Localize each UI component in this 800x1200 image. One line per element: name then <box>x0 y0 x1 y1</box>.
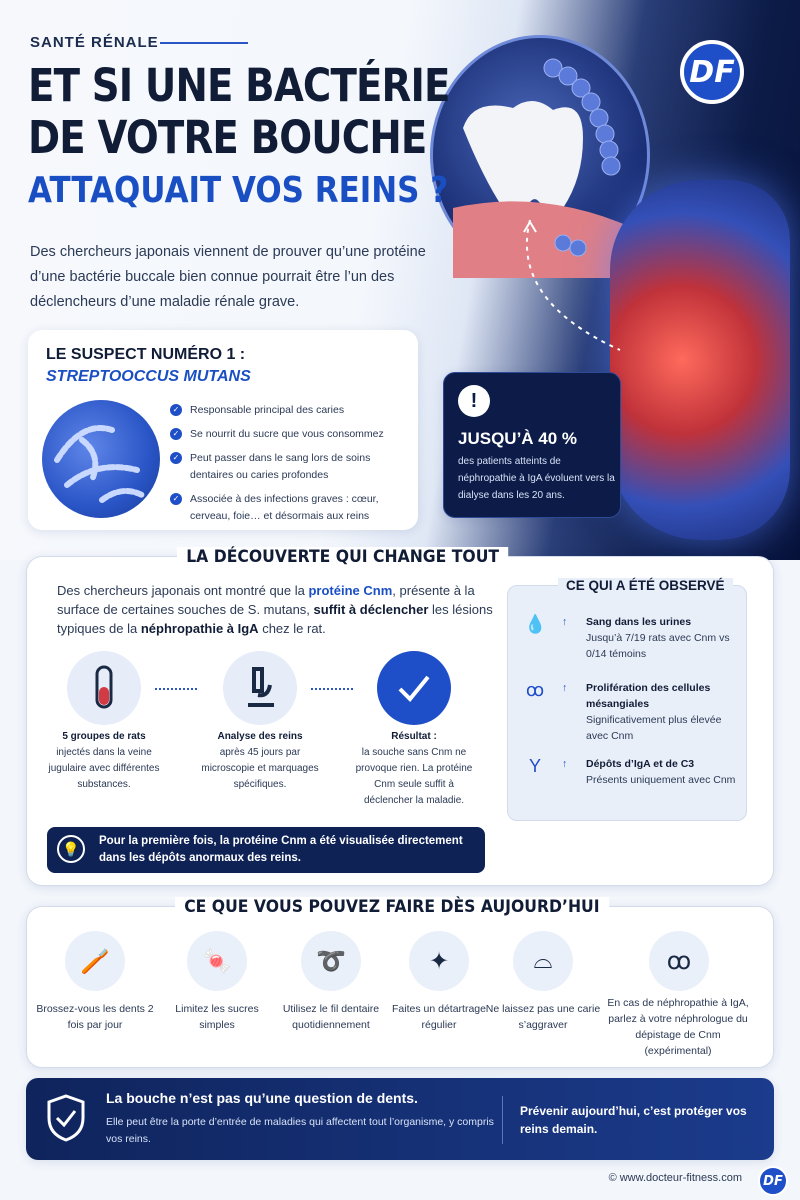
test-tube-icon <box>67 651 141 725</box>
list-item: ✓ Responsable principal des caries <box>170 402 405 419</box>
blood-drop-icon: 💧 <box>524 614 547 634</box>
hero <box>0 0 800 560</box>
step-connector <box>155 688 197 690</box>
banner-text: Elle peut être la porte d’entrée de maladies qui affectent tout l’organisme, y compris vos reins. <box>106 1116 494 1145</box>
candy-icon: 🍬 <box>187 931 247 991</box>
discovery-title: LA DÉCOUVERTE QUI CHANGE TOUT <box>177 547 508 567</box>
discovery-text: Des chercheurs japonais ont montré que la protéine Cnm, présente à la surface de certaines souches de S. mutans, suffit à déclencher les lésions typiques de la néphropathie à IgA chez le rat. <box>57 583 493 636</box>
suspect-name: STREPTOOCCUS MUTANS <box>46 368 251 385</box>
step-connector <box>311 688 353 690</box>
dotted-arrow <box>500 210 640 360</box>
check-icon: ✓ <box>170 452 182 464</box>
arrow-up-icon: ↑ <box>562 758 568 770</box>
step-2-text: Analyse des reins après 45 jours par microscopie et marquages spécifiques. <box>201 731 319 790</box>
stat-box <box>443 372 621 518</box>
shield-check-icon <box>46 1094 86 1142</box>
banner-divider <box>502 1096 503 1144</box>
antibody-icon: Y <box>528 756 541 776</box>
lightbulb-icon: 💡 <box>57 835 85 863</box>
check-circle-icon <box>377 651 451 725</box>
action-text: Limitez les sucres simples <box>175 1003 259 1031</box>
floss-icon: ➰ <box>301 931 361 991</box>
action-text: Ne laissez pas une carie s’aggraver <box>485 1003 601 1031</box>
check-icon: ✓ <box>170 493 182 505</box>
title-line-1: ET SI UNE BACTÉRIE <box>28 59 450 112</box>
stat-text: des patients atteints de néphropathie à IgA évoluent vers la dialyse dans les 20 ans. <box>458 456 615 501</box>
actions-title: CE QUE VOUS POUVEZ FAIRE DÈS AUJOURD’HUI <box>175 897 609 917</box>
callout: 💡 Pour la première fois, la protéine Cnm a été visualisée directement dans les dépôts anormaux des reins. <box>47 827 485 873</box>
eyebrow-line <box>160 42 248 44</box>
banner-title: La bouche n’est pas qu’une question de dents. <box>106 1090 418 1106</box>
footer-link[interactable]: © www.docteur-fitness.com <box>608 1172 742 1184</box>
title-line-2: DE VOTRE BOUCHE <box>28 111 427 164</box>
kidney-icon: ꚙ <box>525 680 545 700</box>
action-text: Brossez-vous les dents 2 fois par jour <box>36 1003 154 1031</box>
check-icon: ✓ <box>170 404 182 416</box>
discovery-section <box>26 547 774 886</box>
suspect-title: LE SUSPECT NUMÉRO 1 : <box>46 346 246 363</box>
kidneys-icon: ꚙ <box>649 931 709 991</box>
suspect-card <box>28 330 418 530</box>
observed-panel: CE QUI A ÉTÉ OBSERVÉ 💧 ↑ Sang dans les urines Jusqu’à 7/19 rats avec Cnm vs 0/14 témoins ꚙ ↑ Prolifération des cellules mésangiales Significativement plus élevée avec Cnm Y ↑ Dépôts d’IgA et de C3 Présents uniquement avec Cnm <box>507 585 747 821</box>
banner-tagline: Prévenir aujourd’hui, c’est protéger vos reins demain. <box>520 1104 747 1136</box>
arrow-up-icon: ↑ <box>562 616 568 628</box>
arrow-up-icon: ↑ <box>562 682 568 694</box>
action-text: Faites un détartrage régulier <box>392 1003 486 1031</box>
check-icon: ✓ <box>170 428 182 440</box>
step-1-text: 5 groupes de rats injectés dans la veine jugulaire avec différentes substances. <box>48 731 160 790</box>
stat-value: JUSQU’À 40 % <box>458 429 578 448</box>
bottom-banner <box>26 1078 774 1160</box>
actions-section <box>26 897 774 1068</box>
decayed-tooth-icon: ⌓ <box>513 931 573 991</box>
microscope-icon <box>223 651 297 725</box>
list-item: ✓ Associée à des infections graves : cœur, cerveau, foie… et désormais aux reins <box>170 491 405 525</box>
alert-icon: ! <box>458 385 490 417</box>
step-3-text: Résultat : la souche sans Cnm ne provoque rien. La protéine Cnm seule suffit à déclencher la maladie. <box>355 731 473 806</box>
observed-title: CE QUI A ÉTÉ OBSERVÉ <box>558 578 733 593</box>
list-item: ✓ Peut passer dans le sang lors de soins dentaires ou caries profondes <box>170 450 405 484</box>
title-line-3: ATTAQUAIT VOS REINS ? <box>28 170 449 211</box>
clean-tooth-icon: ✦ <box>409 931 469 991</box>
toothbrush-icon: 🪥 <box>65 931 125 991</box>
bacteria-image <box>42 400 160 518</box>
intro-text: Des chercheurs japonais viennent de prouver qu’une protéine d’une bactérie buccale bien connue pourrait être l’un des déclencheurs d’une maladie rénale grave. <box>30 244 426 310</box>
action-text: Utilisez le fil dentaire quotidiennement <box>282 1003 380 1031</box>
action-text: En cas de néphropathie à IgA, parlez à votre néphrologue du dépistage de Cnm (expérimental) <box>607 997 749 1057</box>
eyebrow: SANTÉ RÉNALE <box>30 34 159 51</box>
suspect-list <box>170 402 405 532</box>
df-logo[interactable]: DF <box>680 40 744 104</box>
list-item: ✓ Se nourrit du sucre que vous consommez <box>170 426 405 443</box>
footer-logo[interactable]: DF <box>758 1166 788 1196</box>
page-title <box>28 60 450 164</box>
